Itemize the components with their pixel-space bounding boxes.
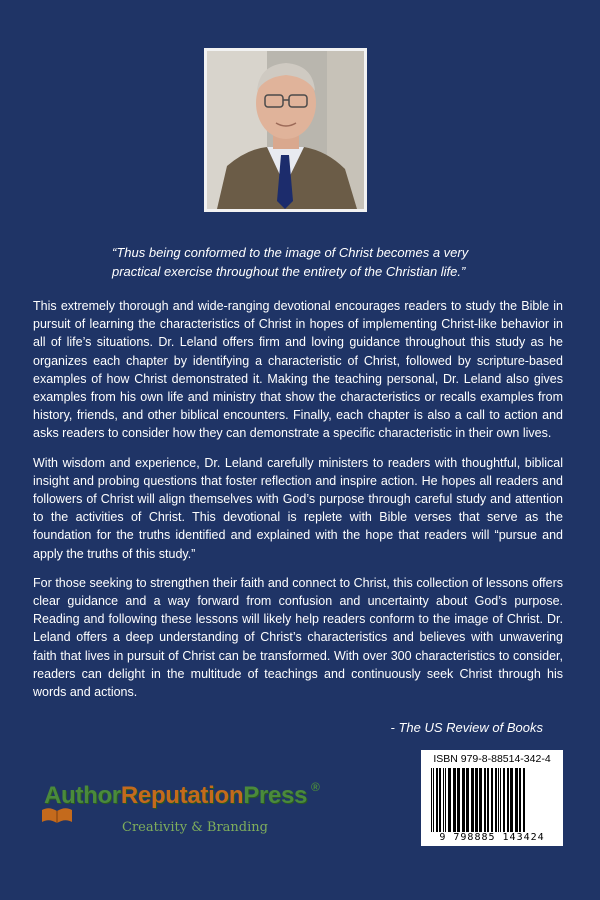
review-paragraph: With wisdom and experience, Dr. Leland carefully ministers to readers with thoughtful, biblical insight and probing questions that foster reflection and inspire action. He hopes all readers and followers of Christ will align themselves with God’s purpose through careful study and attention to the activities of Christ. This devotional is replete with Bible verses that serve as the foundation for the truths identified and explained with the hope that readers will “pursue and apply the truths of this study.” xyxy=(33,455,563,561)
registered-mark: ® xyxy=(311,780,320,794)
publisher-tagline: Creativity & Branding xyxy=(122,820,268,835)
review-body xyxy=(33,297,563,712)
isbn-label: ISBN 979-8-88514-342-4 xyxy=(433,753,551,765)
barcode-bar xyxy=(491,768,493,832)
barcode-bar xyxy=(443,768,444,832)
publisher-logo xyxy=(40,780,340,840)
barcode-bar xyxy=(433,768,434,832)
isbn-barcode xyxy=(421,750,563,846)
barcode-bar xyxy=(515,768,518,832)
barcode-bar xyxy=(448,768,451,832)
barcode-bar xyxy=(507,768,509,832)
barcode-bar xyxy=(475,768,478,832)
barcode-bar xyxy=(487,768,489,832)
barcode-bar xyxy=(500,768,501,832)
barcode-bar xyxy=(523,768,525,832)
publisher-name-part: Author xyxy=(44,782,121,809)
barcode-bar xyxy=(484,768,486,832)
barcode-bar xyxy=(510,768,513,832)
pull-quote: “Thus being conformed to the image of Christ becomes a very practical exercise throughout the entirety of the Christian life.” xyxy=(112,245,469,279)
barcode-bar xyxy=(466,768,469,832)
barcode-bar xyxy=(462,768,465,832)
author-portrait-image xyxy=(207,51,364,209)
publisher-name-part: Reputation xyxy=(120,782,244,809)
publisher-name xyxy=(44,782,307,810)
barcode-bar xyxy=(453,768,456,832)
barcode-bar xyxy=(519,768,521,832)
barcode-digits: 9 798885 143424 xyxy=(439,832,545,843)
barcode-bar xyxy=(439,768,441,832)
barcode-bar xyxy=(431,768,432,832)
barcode-bars xyxy=(429,768,557,832)
review-source: - The US Review of Books xyxy=(390,720,543,735)
review-paragraph: For those seeking to strengthen their faith and connect to Christ, this collection of lessons offers clear guidance and a way forward from confusion and uncertainty about God’s purpose. Reading and following these lessons will likely help readers conform to the image of Christ. Dr. Leland offers a deep understanding of Christ’s characteristics and believes with unwavering faith that lives in pursuit of Christ can be transformed. With over 300 characteristics to consider, readers can delight in the multitude of teachings and continuously seek Christ through his words and actions. xyxy=(33,575,563,700)
publisher-name-part: Press xyxy=(243,782,308,809)
barcode-bar xyxy=(457,768,460,832)
barcode-bar xyxy=(503,768,505,832)
barcode-bar xyxy=(498,768,499,832)
review-paragraph: This extremely thorough and wide-ranging devotional encourages readers to study the Bible in pursuit of learning the characteristics of Christ in hopes of implementing Christ-like behavior in all of life’s situations. Dr. Leland offers firm and loving guidance throughout this study as he organizes each chapter by identifying a characteristic of Christ, followed by scripture-based examples of how Christ demonstrated it. Making the teaching personal, Dr. Leland also gives examples from his own life and ministry that show the characteristics or recalls examples from history, friends, and other biblical encounters. Finally, each chapter is also a call to action and asks readers to consider how they can demonstrate a specific characteristic in their own lives. xyxy=(33,299,563,441)
barcode-bar xyxy=(471,768,474,832)
barcode-bar xyxy=(445,768,446,832)
barcode-bar xyxy=(495,768,497,832)
barcode-bar xyxy=(479,768,482,832)
author-photo xyxy=(204,48,367,212)
barcode-bar xyxy=(436,768,438,832)
